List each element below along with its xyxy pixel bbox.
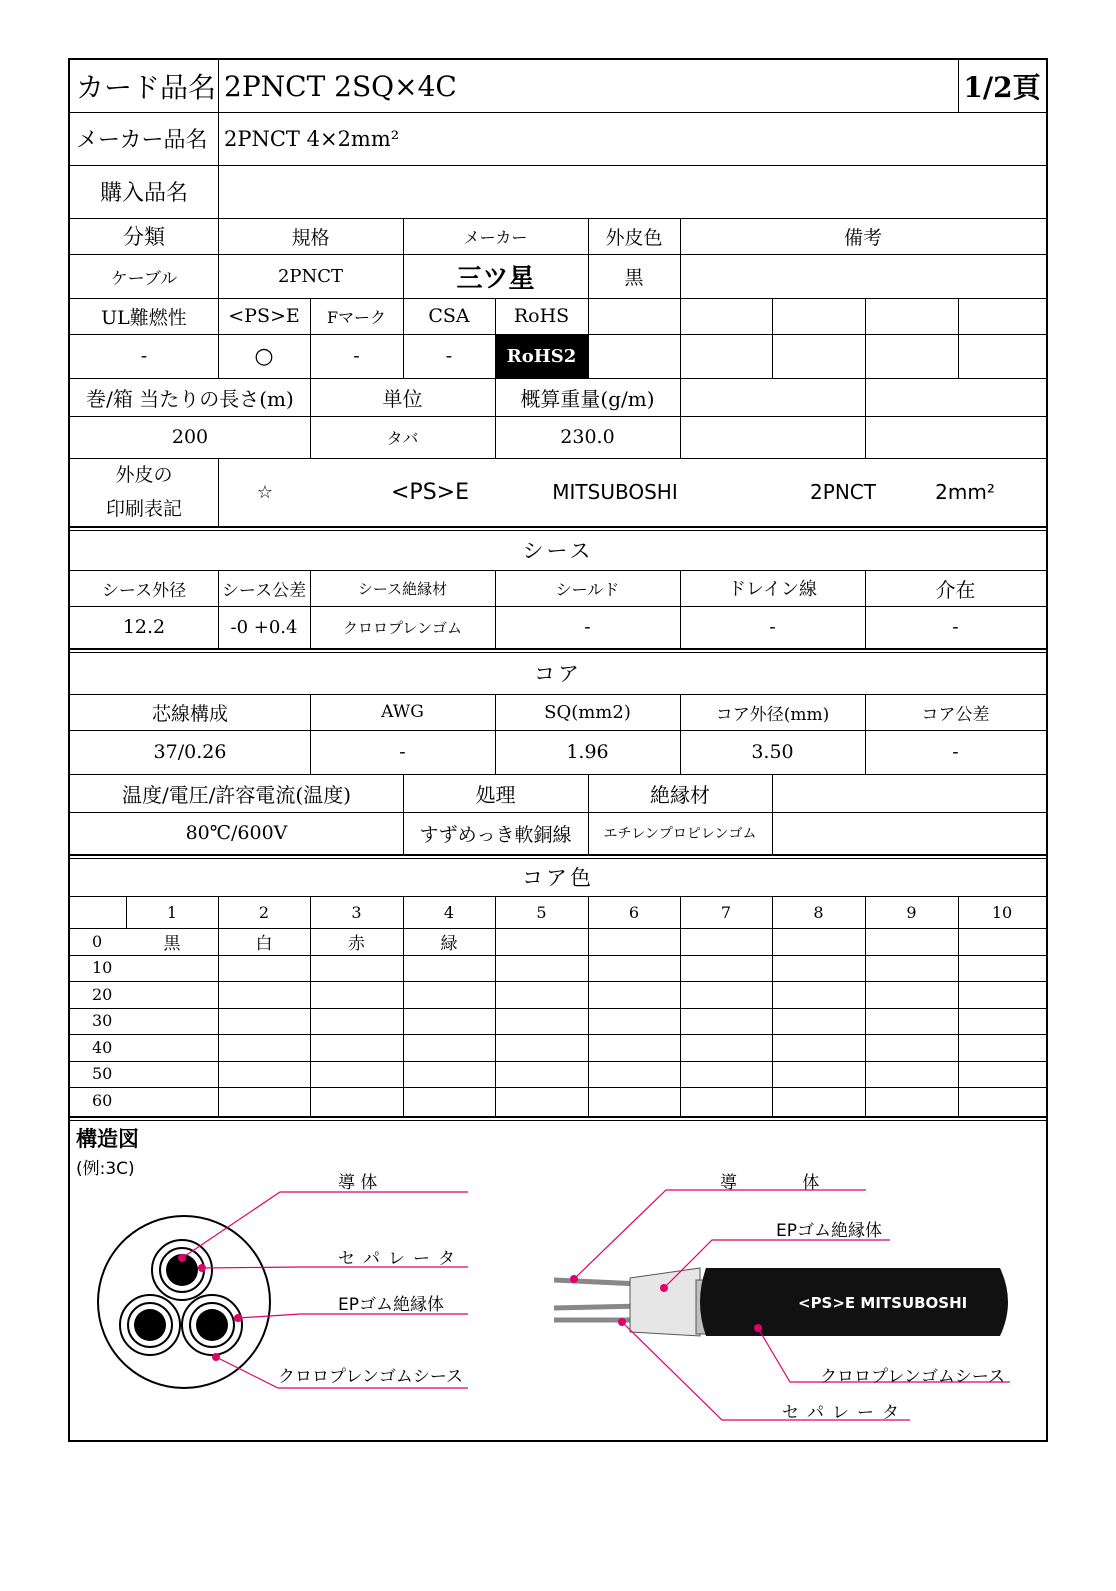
unit-header: 単位 xyxy=(382,386,423,411)
core-color-col-header: 1 xyxy=(166,902,178,922)
cert-value-ul: - xyxy=(140,345,148,367)
maker-name-value: 2PNCT 4×2mm² xyxy=(224,126,400,151)
card-name-value: 2PNCT 2SQ×4C xyxy=(224,69,457,103)
core-color-row-label: 60 xyxy=(92,1090,113,1110)
core-color-col-header: 6 xyxy=(628,902,640,922)
core-color-cell: 緑 xyxy=(440,933,458,954)
spec-header-category: 分類 xyxy=(123,225,165,249)
core-color-col-header: 7 xyxy=(720,902,732,922)
left-label-insulation: EPゴム絶縁体 xyxy=(338,1295,444,1315)
left-label-conductor-text: 導 体 xyxy=(338,1173,378,1193)
structure-title: 構造図 xyxy=(76,1126,139,1151)
sheath-header-filler: 介在 xyxy=(935,577,976,602)
structure-example: (例:3C) xyxy=(76,1158,135,1178)
card-name-label: カード品名 xyxy=(76,71,217,104)
spec-sheet xyxy=(68,58,1048,1442)
length-value: 200 xyxy=(171,426,209,448)
core-color-row-label: 0 xyxy=(92,931,103,951)
core-value-insulation: エチレンプロピレンゴム xyxy=(603,826,757,842)
weight-header: 概算重量(g/m) xyxy=(520,386,655,411)
structure-diagram xyxy=(70,1120,1046,1440)
right-label-sheath: クロロプレンゴムシース xyxy=(820,1367,1006,1387)
core-title: コア xyxy=(534,662,582,686)
core-value-tol: - xyxy=(952,741,959,763)
sheath-value-drain: - xyxy=(769,616,776,638)
print-size: 2mm² xyxy=(935,480,995,504)
core-color-col-header: 2 xyxy=(258,902,270,922)
sheath-header-tol: シース公差 xyxy=(221,580,307,601)
sheath-value-filler: - xyxy=(952,616,959,638)
sheath-header-shield: シールド xyxy=(555,579,620,599)
star-mark-icon: ☆ xyxy=(256,481,274,503)
print-pse: <PS>E xyxy=(391,479,469,505)
sheath-value-material: クロロプレンゴム xyxy=(342,618,463,637)
core-color-title: コア色 xyxy=(522,866,594,890)
unit-value: タバ xyxy=(386,428,419,448)
page-number: 1/2頁 xyxy=(963,71,1041,104)
spec-header-maker: メーカー xyxy=(463,227,528,247)
purchase-name-label: 購入品名 xyxy=(99,181,188,206)
core-color-row-label: 30 xyxy=(92,1011,113,1031)
sheath-value-od: 12.2 xyxy=(122,616,166,638)
core-header-tol: コア公差 xyxy=(921,704,990,725)
cert-header-rohs: RoHS xyxy=(513,305,570,327)
core-value-strand: 37/0.26 xyxy=(153,741,227,763)
core-color-col-header: 5 xyxy=(536,902,547,922)
spec-value-remarks xyxy=(680,254,1046,298)
core-header-insulation: 絶縁材 xyxy=(650,782,710,807)
core-color-cell: 白 xyxy=(255,933,273,954)
core-color-col-header: 4 xyxy=(443,902,455,922)
sheath-value-tol: -0 +0.4 xyxy=(230,616,298,638)
sheath-title: シース xyxy=(522,539,594,563)
core-value-awg: - xyxy=(399,741,406,763)
core-color-row-label: 40 xyxy=(92,1037,113,1057)
cert-header-fmark: Fマーク xyxy=(326,307,387,327)
print-brand: MITSUBOSHI xyxy=(552,480,678,504)
spec-header-color: 外皮色 xyxy=(605,226,663,249)
core-color-row-label: 50 xyxy=(92,1064,113,1084)
core-color-col-header: 10 xyxy=(991,902,1013,922)
core-color-row-label: 20 xyxy=(92,984,113,1004)
left-label-separator: セパレータ xyxy=(338,1249,463,1269)
left-label-sheath: クロロプレンゴムシース xyxy=(278,1367,464,1387)
left-label-conductor xyxy=(338,1168,468,1193)
cert-header-csa: CSA xyxy=(428,305,470,327)
spec-header-standard: 規格 xyxy=(291,226,330,249)
cert-value-fmark: - xyxy=(353,345,360,367)
core-header-temp: 温度/電圧/許容電流(温度) xyxy=(121,782,352,807)
core-header-sq: SQ(mm2) xyxy=(544,701,631,723)
core-header-strand: 芯線構成 xyxy=(151,702,228,725)
length-header: 巻/箱 当たりの長さ(m) xyxy=(86,386,294,411)
core-color-col-header: 8 xyxy=(813,902,824,922)
core-value-od: 3.50 xyxy=(751,741,794,763)
core-header-treatment: 処理 xyxy=(475,782,516,807)
core-value-temp: 80℃/600V xyxy=(185,822,288,844)
weight-value: 230.0 xyxy=(560,426,615,448)
maker-name-label: メーカー品名 xyxy=(76,128,208,153)
print-model: 2PNCT xyxy=(810,480,876,504)
print-label-line2: 印刷表記 xyxy=(105,498,182,520)
sheath-header-od: シース外径 xyxy=(101,580,187,601)
cert-value-pse: ○ xyxy=(254,343,274,369)
sheath-header-material: シース絶縁材 xyxy=(357,579,448,598)
core-value-treatment: すずめっき軟銅線 xyxy=(419,823,572,846)
spec-value-standard: 2PNCT xyxy=(277,265,344,287)
core-color-row-label: 10 xyxy=(92,958,113,978)
purchase-name-value xyxy=(218,165,1046,218)
sheath-value-shield: - xyxy=(584,616,591,638)
print-label xyxy=(70,458,218,526)
cert-value-rohs: RoHS2 xyxy=(495,334,588,378)
core-color-cell: 黒 xyxy=(163,933,181,954)
core-value-sq: 1.96 xyxy=(566,741,609,763)
right-label-conductor: 導 体 xyxy=(720,1173,820,1193)
spec-value-color: 黒 xyxy=(624,266,644,289)
sheath-header-drain: ドレイン線 xyxy=(727,579,818,600)
spec-header-remarks: 備考 xyxy=(843,226,882,249)
spec-value-category: ケーブル xyxy=(110,268,178,289)
cert-header-pse: <PS>E xyxy=(228,305,300,327)
print-label-line1: 外皮の xyxy=(115,464,173,486)
right-label-insulation: EPゴム絶縁体 xyxy=(776,1221,882,1241)
cert-value-csa: - xyxy=(445,345,453,367)
cable-print-text: <PS>E MITSUBOSHI xyxy=(798,1294,968,1312)
right-label-separator: セパレータ xyxy=(782,1403,907,1423)
cert-header-ul: UL難燃性 xyxy=(101,306,187,329)
core-header-awg: AWG xyxy=(381,702,424,722)
core-color-col-header: 3 xyxy=(351,902,362,922)
core-color-col-header: 9 xyxy=(906,902,917,922)
core-header-od: コア外径(mm) xyxy=(715,704,830,725)
spec-value-maker: 三ツ星 xyxy=(456,263,535,294)
core-color-cell: 赤 xyxy=(348,933,365,954)
